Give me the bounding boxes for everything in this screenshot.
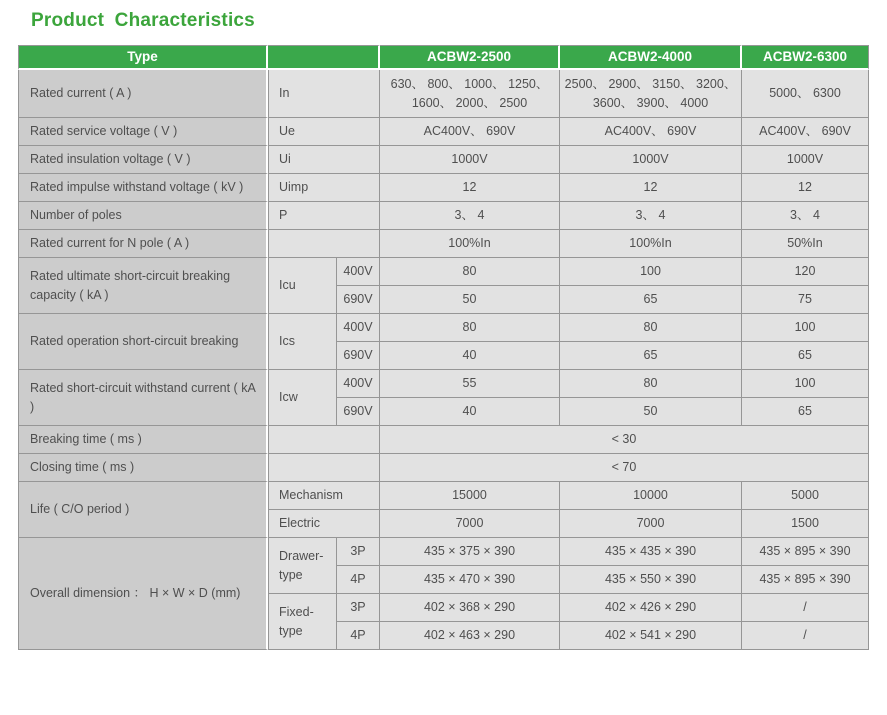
header-model-acbw2-4000: ACBW2-4000 (560, 45, 742, 70)
row-label: Rated impulse withstand voltage ( kV ) (18, 174, 268, 202)
value-cell: 2500、 2900、 3150、 3200、 3600、 3900、 4000 (560, 70, 742, 118)
value-cell: 65 (560, 286, 742, 314)
value-cell: 55 (380, 370, 560, 398)
value-cell: 3、 4 (380, 202, 560, 230)
value-cell: 100 (742, 370, 869, 398)
value-cell: < 70 (380, 454, 869, 482)
value-cell: 435 × 895 × 390 (742, 566, 869, 594)
sub-type-cell: Electric (268, 510, 380, 538)
value-cell: 1000V (380, 146, 560, 174)
pole-config-cell: 3P (337, 594, 380, 622)
value-cell: 1000V (560, 146, 742, 174)
row-label: Number of poles (18, 202, 268, 230)
mount-type-cell: Drawer-type (268, 538, 337, 594)
value-cell: 65 (742, 342, 869, 370)
row-icw-400v (18, 370, 869, 398)
value-cell: 435 × 470 × 390 (380, 566, 560, 594)
value-cell: 630、 800、 1000、 1250、 1600、 2000、 2500 (380, 70, 560, 118)
symbol-cell: Ui (268, 146, 380, 174)
header-model-acbw2-2500: ACBW2-2500 (380, 45, 560, 70)
value-cell: 100 (560, 258, 742, 286)
value-cell: 12 (380, 174, 560, 202)
pole-config-cell: 4P (337, 622, 380, 650)
sub-voltage-cell: 400V (337, 370, 380, 398)
symbol-cell: In (268, 70, 380, 118)
row-label: Rated current ( A ) (18, 70, 268, 118)
value-cell: 402 × 463 × 290 (380, 622, 560, 650)
value-cell: 50 (380, 286, 560, 314)
value-cell: 50 (560, 398, 742, 426)
value-cell: 50%In (742, 230, 869, 258)
value-cell: 1000V (742, 146, 869, 174)
value-cell: 5000、 6300 (742, 70, 869, 118)
value-cell: 65 (560, 342, 742, 370)
value-cell: 120 (742, 258, 869, 286)
page-title: Product Characteristics (31, 10, 255, 31)
row-number-of-poles (18, 202, 869, 230)
value-cell: 65 (742, 398, 869, 426)
symbol-cell (268, 454, 380, 482)
header-model-acbw2-6300: ACBW2-6300 (742, 45, 869, 70)
value-cell: 435 × 375 × 390 (380, 538, 560, 566)
value-cell: 3、 4 (742, 202, 869, 230)
row-n-pole-current (18, 230, 869, 258)
row-dimension-drawer-3p (18, 538, 869, 566)
value-cell: 100%In (560, 230, 742, 258)
header-blank-cell (268, 45, 380, 70)
row-label: Rated ultimate short-circuit breaking capacity ( kA ) (18, 258, 268, 314)
value-cell: 3、 4 (560, 202, 742, 230)
symbol-cell: P (268, 202, 380, 230)
row-ics-400v (18, 314, 869, 342)
value-cell: 80 (560, 314, 742, 342)
product-characteristics-table (18, 45, 869, 650)
row-icu-400v (18, 258, 869, 286)
symbol-cell: Icw (268, 370, 337, 426)
value-cell: 15000 (380, 482, 560, 510)
row-label: Breaking time ( ms ) (18, 426, 268, 454)
value-cell: 435 × 895 × 390 (742, 538, 869, 566)
symbol-cell: Ics (268, 314, 337, 370)
row-label: Rated operation short-circuit breaking (18, 314, 268, 370)
row-impulse-voltage (18, 174, 869, 202)
row-label: Rated short-circuit withstand current ( kA ) (18, 370, 268, 426)
row-label: Rated current for N pole ( A ) (18, 230, 268, 258)
value-cell: 40 (380, 342, 560, 370)
row-service-voltage (18, 118, 869, 146)
pole-config-cell: 4P (337, 566, 380, 594)
value-cell: 402 × 368 × 290 (380, 594, 560, 622)
value-cell: 100 (742, 314, 869, 342)
row-rated-current (18, 70, 869, 118)
value-cell: / (742, 594, 869, 622)
value-cell: 7000 (380, 510, 560, 538)
row-insulation-voltage (18, 146, 869, 174)
value-cell: 10000 (560, 482, 742, 510)
sub-voltage-cell: 690V (337, 286, 380, 314)
row-label: Rated insulation voltage ( V ) (18, 146, 268, 174)
value-cell: 1500 (742, 510, 869, 538)
value-cell: 5000 (742, 482, 869, 510)
row-label: Closing time ( ms ) (18, 454, 268, 482)
value-cell: 12 (742, 174, 869, 202)
value-cell: AC400V、 690V (560, 118, 742, 146)
sub-voltage-cell: 690V (337, 342, 380, 370)
symbol-cell (268, 230, 380, 258)
pole-config-cell: 3P (337, 538, 380, 566)
symbol-cell: Uimp (268, 174, 380, 202)
value-cell: AC400V、 690V (380, 118, 560, 146)
value-cell: 7000 (560, 510, 742, 538)
value-cell: 100%In (380, 230, 560, 258)
value-cell: 435 × 550 × 390 (560, 566, 742, 594)
row-life-mechanism (18, 482, 869, 510)
header-row (18, 45, 869, 70)
value-cell: < 30 (380, 426, 869, 454)
row-closing-time (18, 454, 869, 482)
row-label: Rated service voltage ( V ) (18, 118, 268, 146)
symbol-cell: Ue (268, 118, 380, 146)
row-breaking-time (18, 426, 869, 454)
value-cell: 12 (560, 174, 742, 202)
symbol-cell: Icu (268, 258, 337, 314)
value-cell: 402 × 541 × 290 (560, 622, 742, 650)
sub-voltage-cell: 400V (337, 314, 380, 342)
value-cell: 435 × 435 × 390 (560, 538, 742, 566)
symbol-cell (268, 426, 380, 454)
header-type-cell: Type (18, 45, 268, 70)
value-cell: 402 × 426 × 290 (560, 594, 742, 622)
value-cell: 40 (380, 398, 560, 426)
value-cell: 80 (380, 314, 560, 342)
row-label: Life ( C/O period ) (18, 482, 268, 538)
value-cell: 80 (560, 370, 742, 398)
value-cell: / (742, 622, 869, 650)
sub-voltage-cell: 400V (337, 258, 380, 286)
value-cell: AC400V、 690V (742, 118, 869, 146)
value-cell: 80 (380, 258, 560, 286)
row-label: Overall dimension ： H × W × D (mm) (18, 538, 268, 650)
sub-voltage-cell: 690V (337, 398, 380, 426)
sub-type-cell: Mechanism (268, 482, 380, 510)
value-cell: 75 (742, 286, 869, 314)
mount-type-cell: Fixed-type (268, 594, 337, 650)
